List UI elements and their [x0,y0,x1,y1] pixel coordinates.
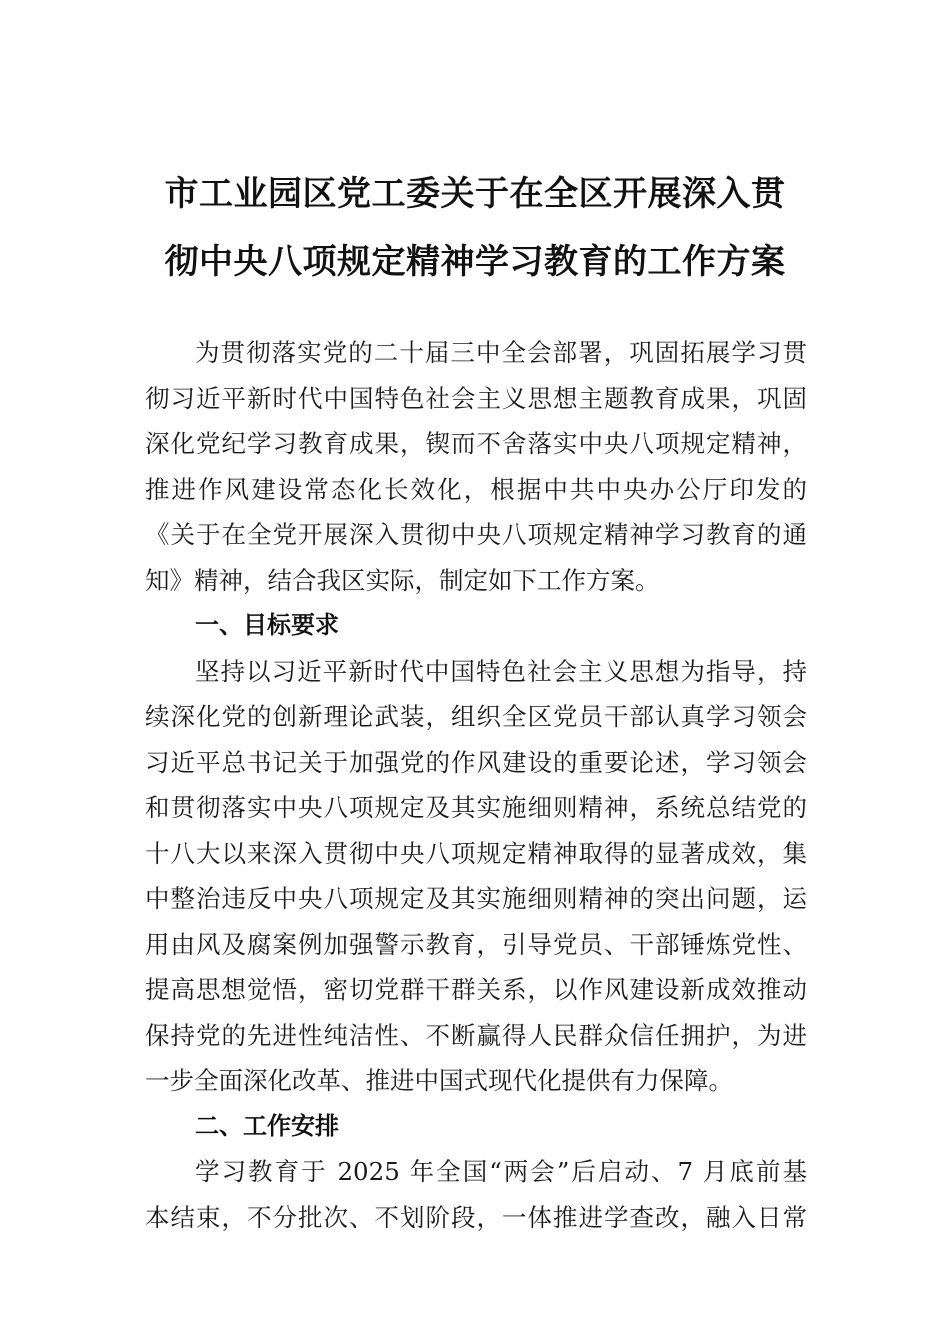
text-line: 彻习近平新时代中国特色社会主义思想主题教育成果，巩固 [145,383,807,413]
title-line: 彻中央八项规定精神学习教育的工作方案 [164,242,786,282]
text-line: 为贯彻落实党的二十届三中全会部署，巩固拓展学习贯 [195,338,807,367]
goals-paragraph [145,649,807,1104]
section-heading-goals: 一、目标要求 [195,611,339,639]
text-line: 提高思想觉悟，密切党群干群关系，以作风建设新成效推动 [145,975,807,1004]
document-body [145,330,807,1240]
title-line: 市工业园区党工委关于在全区开展深入贯 [164,174,786,214]
text-line: 本结束，不分批次、不划阶段，一体推进学查改，融入日常 [145,1202,807,1232]
text-line: 续深化党的创新理论武装，组织全区党员干部认真学习领会 [145,702,807,731]
intro-paragraph [145,330,807,603]
text-line: 一步全面深化改革、推进中国式现代化提供有力保障。 [145,1066,733,1095]
text-line: 深化党纪学习教育成果，锲而不舍落实中央八项规定精神， [145,429,807,458]
document-title [145,160,805,296]
text-line: 保持党的先进性纯洁性、不断赢得人民群众信任拥护，为进 [145,1020,807,1050]
text-line: 学习教育于 2025 年全国“两会”后启动、7 月底前基 [195,1157,807,1186]
text-line: 习近平总书记关于加强党的作风建设的重要论述，学习领会 [145,747,807,777]
text-line: 坚持以习近平新时代中国特色社会主义思想为指导，持 [195,656,807,686]
arrangement-paragraph [145,1149,807,1240]
section-heading-arrangement: 二、工作安排 [195,1111,339,1140]
text-line: 和贯彻落实中央八项规定及其实施细则精神，系统总结党的 [145,793,807,822]
text-line: 中整治违反中央八项规定及其实施细则精神的突出问题，运 [145,884,807,913]
text-line: 十八大以来深入贯彻中央八项规定精神取得的显著成效，集 [145,838,807,868]
text-line: 用由风及腐案例加强警示教育，引导党员、干部锤炼党性、 [145,929,807,959]
text-line: 知》精神，结合我区实际，制定如下工作方案。 [145,565,660,595]
text-line: 推进作风建设常态化长效化，根据中共中央办公厅印发的 [145,474,807,504]
text-line: 《关于在全党开展深入贯彻中央八项规定精神学习教育的通 [145,520,807,549]
